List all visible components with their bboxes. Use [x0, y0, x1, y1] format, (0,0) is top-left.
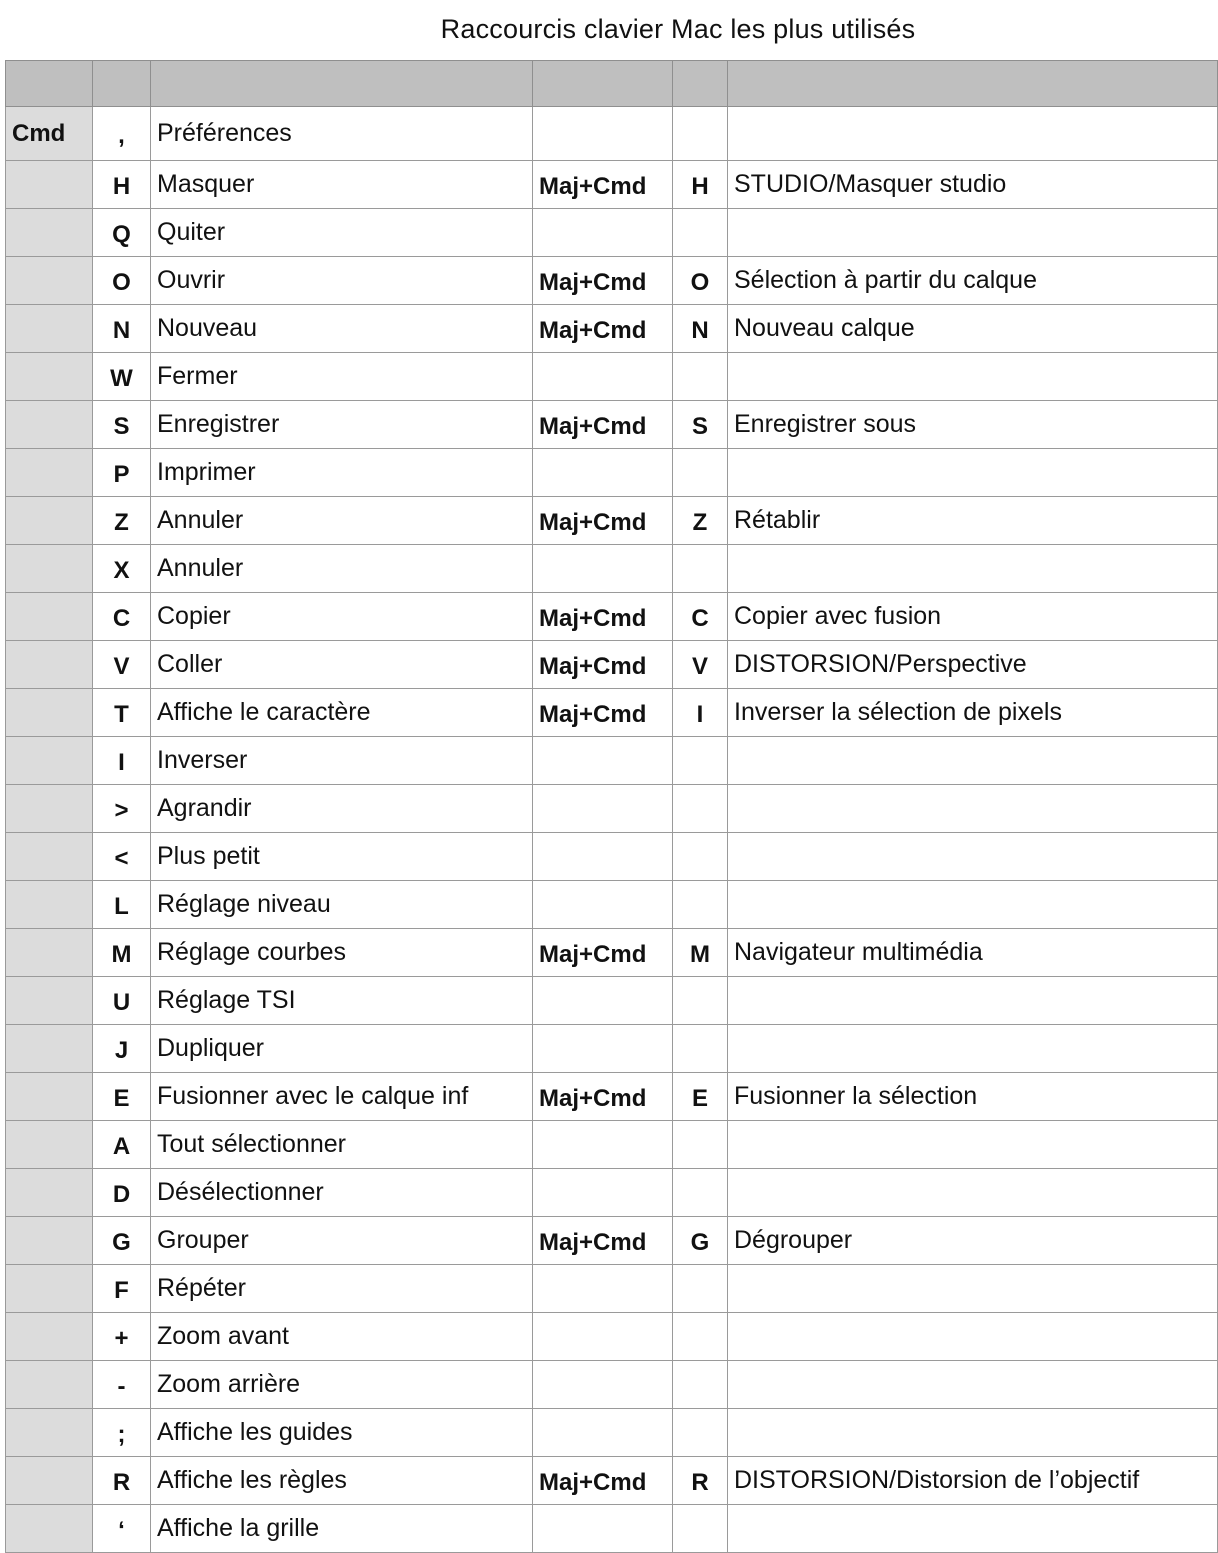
action2-cell	[728, 107, 1218, 161]
action2-cell: STUDIO/Masquer studio	[728, 161, 1218, 209]
action-cell: Affiche le caractère	[151, 689, 533, 737]
action-cell: Enregistrer	[151, 401, 533, 449]
table-row	[6, 1265, 1218, 1313]
key-cell: E	[93, 1073, 151, 1121]
key-cell: ‘	[93, 1505, 151, 1553]
key2-cell	[673, 1361, 728, 1409]
action-cell: Annuler	[151, 497, 533, 545]
modifier2-cell: Maj+Cmd	[533, 689, 673, 737]
modifier2-cell	[533, 209, 673, 257]
modifier-cell	[6, 257, 93, 305]
action-cell: Masquer	[151, 161, 533, 209]
action-cell: Ouvrir	[151, 257, 533, 305]
page-title: Raccourcis clavier Mac les plus utilisés	[440, 14, 916, 44]
key-cell: R	[93, 1457, 151, 1505]
modifier-cell	[6, 449, 93, 497]
key-cell: G	[93, 1217, 151, 1265]
table-row	[6, 497, 1218, 545]
table-row	[6, 737, 1218, 785]
key-cell: P	[93, 449, 151, 497]
action2-cell: Rétablir	[728, 497, 1218, 545]
action2-cell	[728, 881, 1218, 929]
modifier-cell	[6, 1409, 93, 1457]
action2-cell: Sélection à partir du calque	[728, 257, 1218, 305]
key-cell: >	[93, 785, 151, 833]
modifier-cell	[6, 593, 93, 641]
header-cell	[533, 61, 673, 107]
modifier-cell	[6, 1025, 93, 1073]
modifier2-cell: Maj+Cmd	[533, 401, 673, 449]
modifier-cell	[6, 977, 93, 1025]
action2-cell: Navigateur multimédia	[728, 929, 1218, 977]
modifier2-cell: Maj+Cmd	[533, 305, 673, 353]
action-cell: Affiche la grille	[151, 1505, 533, 1553]
action2-cell	[728, 1313, 1218, 1361]
modifier-cell	[6, 1505, 93, 1553]
key-cell: O	[93, 257, 151, 305]
key-cell: S	[93, 401, 151, 449]
modifier-cell	[6, 1073, 93, 1121]
key2-cell	[673, 1121, 728, 1169]
modifier2-cell: Maj+Cmd	[533, 929, 673, 977]
key-cell: I	[93, 737, 151, 785]
action-cell: Grouper	[151, 1217, 533, 1265]
key2-cell: H	[673, 161, 728, 209]
header-row	[6, 61, 1218, 107]
key2-cell	[673, 1025, 728, 1073]
modifier-cell	[6, 881, 93, 929]
modifier-cell	[6, 1217, 93, 1265]
key2-cell	[673, 545, 728, 593]
modifier2-cell	[533, 1025, 673, 1073]
table-row	[6, 593, 1218, 641]
modifier-cell	[6, 1121, 93, 1169]
modifier2-cell: Maj+Cmd	[533, 1073, 673, 1121]
action2-cell: Enregistrer sous	[728, 401, 1218, 449]
modifier2-cell	[533, 785, 673, 833]
table-row	[6, 305, 1218, 353]
modifier-cell	[6, 209, 93, 257]
modifier-cell	[6, 833, 93, 881]
key2-cell	[673, 1505, 728, 1553]
key2-cell	[673, 209, 728, 257]
table-row	[6, 161, 1218, 209]
key2-cell	[673, 353, 728, 401]
action2-cell	[728, 833, 1218, 881]
header-cell	[673, 61, 728, 107]
action-cell: Dupliquer	[151, 1025, 533, 1073]
modifier-cell	[6, 353, 93, 401]
action2-cell	[728, 449, 1218, 497]
key2-cell: E	[673, 1073, 728, 1121]
modifier-cell	[6, 1265, 93, 1313]
modifier2-cell: Maj+Cmd	[533, 641, 673, 689]
key-cell: F	[93, 1265, 151, 1313]
action2-cell: DISTORSION/Distorsion de l’objectif	[728, 1457, 1218, 1505]
key-cell: ,	[93, 107, 151, 161]
modifier2-cell	[533, 1361, 673, 1409]
key2-cell	[673, 1265, 728, 1313]
modifier-cell	[6, 1457, 93, 1505]
table-row	[6, 1361, 1218, 1409]
action2-cell	[728, 545, 1218, 593]
table-row	[6, 1505, 1218, 1553]
modifier2-cell	[533, 737, 673, 785]
table-row	[6, 1409, 1218, 1457]
key-cell: C	[93, 593, 151, 641]
action2-cell	[728, 1265, 1218, 1313]
key2-cell: Z	[673, 497, 728, 545]
action2-cell	[728, 785, 1218, 833]
modifier-cell	[6, 497, 93, 545]
table-row	[6, 881, 1218, 929]
modifier-cell	[6, 737, 93, 785]
key-cell: ;	[93, 1409, 151, 1457]
modifier2-cell: Maj+Cmd	[533, 497, 673, 545]
key-cell: <	[93, 833, 151, 881]
action2-cell	[728, 737, 1218, 785]
modifier2-cell	[533, 1409, 673, 1457]
header-cell	[151, 61, 533, 107]
action-cell: Affiche les guides	[151, 1409, 533, 1457]
table-row	[6, 1457, 1218, 1505]
key-cell: W	[93, 353, 151, 401]
table-row	[6, 401, 1218, 449]
key2-cell: V	[673, 641, 728, 689]
key2-cell	[673, 833, 728, 881]
key-cell: Z	[93, 497, 151, 545]
action2-cell: Inverser la sélection de pixels	[728, 689, 1218, 737]
modifier2-cell	[533, 1169, 673, 1217]
action-cell: Affiche les règles	[151, 1457, 533, 1505]
key2-cell: I	[673, 689, 728, 737]
modifier2-cell	[533, 353, 673, 401]
action-cell: Désélectionner	[151, 1169, 533, 1217]
table-row	[6, 785, 1218, 833]
key-cell: +	[93, 1313, 151, 1361]
action-cell: Zoom arrière	[151, 1361, 533, 1409]
key2-cell: M	[673, 929, 728, 977]
key-cell: J	[93, 1025, 151, 1073]
modifier2-cell	[533, 1505, 673, 1553]
modifier2-cell	[533, 1265, 673, 1313]
key2-cell	[673, 737, 728, 785]
table-row	[6, 107, 1218, 161]
modifier2-cell	[533, 449, 673, 497]
key2-cell	[673, 1169, 728, 1217]
key-cell: H	[93, 161, 151, 209]
action-cell: Agrandir	[151, 785, 533, 833]
key2-cell: S	[673, 401, 728, 449]
modifier-cell	[6, 785, 93, 833]
table-row	[6, 209, 1218, 257]
action2-cell	[728, 1409, 1218, 1457]
table-row	[6, 833, 1218, 881]
table-row	[6, 1313, 1218, 1361]
modifier-cell	[6, 161, 93, 209]
action2-cell: DISTORSION/Perspective	[728, 641, 1218, 689]
action-cell: Quiter	[151, 209, 533, 257]
shortcut-table-body	[6, 61, 1218, 1553]
action-cell: Imprimer	[151, 449, 533, 497]
key-cell: T	[93, 689, 151, 737]
modifier2-cell	[533, 545, 673, 593]
action2-cell	[728, 1025, 1218, 1073]
key-cell: D	[93, 1169, 151, 1217]
table-row	[6, 1121, 1218, 1169]
action-cell: Réglage courbes	[151, 929, 533, 977]
shortcut-table-container	[5, 60, 1218, 1553]
table-row	[6, 929, 1218, 977]
modifier2-cell: Maj+Cmd	[533, 257, 673, 305]
table-row	[6, 449, 1218, 497]
table-row	[6, 545, 1218, 593]
action2-cell	[728, 209, 1218, 257]
key2-cell	[673, 449, 728, 497]
key-cell: A	[93, 1121, 151, 1169]
action-cell: Annuler	[151, 545, 533, 593]
action-cell: Préférences	[151, 107, 533, 161]
key-cell: L	[93, 881, 151, 929]
modifier-cell	[6, 401, 93, 449]
action-cell: Réglage niveau	[151, 881, 533, 929]
key-cell: N	[93, 305, 151, 353]
shortcut-table	[5, 60, 1218, 1553]
action-cell: Nouveau	[151, 305, 533, 353]
modifier2-cell: Maj+Cmd	[533, 1217, 673, 1265]
action2-cell	[728, 1505, 1218, 1553]
header-cell	[93, 61, 151, 107]
table-row	[6, 353, 1218, 401]
action-cell: Répéter	[151, 1265, 533, 1313]
key2-cell	[673, 107, 728, 161]
modifier2-cell	[533, 1121, 673, 1169]
key2-cell	[673, 785, 728, 833]
key2-cell	[673, 1313, 728, 1361]
modifier2-cell	[533, 107, 673, 161]
modifier-cell: Cmd	[6, 107, 93, 161]
table-row	[6, 1073, 1218, 1121]
modifier2-cell	[533, 977, 673, 1025]
modifier-cell	[6, 929, 93, 977]
header-cell	[6, 61, 93, 107]
modifier-cell	[6, 1169, 93, 1217]
action-cell: Zoom avant	[151, 1313, 533, 1361]
key-cell: M	[93, 929, 151, 977]
table-row	[6, 977, 1218, 1025]
action-cell: Tout sélectionner	[151, 1121, 533, 1169]
table-row	[6, 689, 1218, 737]
action2-cell: Copier avec fusion	[728, 593, 1218, 641]
action-cell: Inverser	[151, 737, 533, 785]
action2-cell: Fusionner la sélection	[728, 1073, 1218, 1121]
key-cell: Q	[93, 209, 151, 257]
key2-cell	[673, 1409, 728, 1457]
modifier-cell	[6, 305, 93, 353]
key-cell: U	[93, 977, 151, 1025]
modifier-cell	[6, 1361, 93, 1409]
key2-cell: G	[673, 1217, 728, 1265]
table-row	[6, 1169, 1218, 1217]
action2-cell	[728, 1169, 1218, 1217]
modifier2-cell	[533, 1313, 673, 1361]
action2-cell	[728, 353, 1218, 401]
modifier-cell	[6, 545, 93, 593]
key2-cell	[673, 881, 728, 929]
modifier2-cell: Maj+Cmd	[533, 1457, 673, 1505]
action-cell: Réglage TSI	[151, 977, 533, 1025]
key2-cell: R	[673, 1457, 728, 1505]
action2-cell	[728, 1361, 1218, 1409]
action2-cell: Dégrouper	[728, 1217, 1218, 1265]
action-cell: Copier	[151, 593, 533, 641]
key-cell: -	[93, 1361, 151, 1409]
key-cell: X	[93, 545, 151, 593]
key2-cell: O	[673, 257, 728, 305]
modifier-cell	[6, 1313, 93, 1361]
action2-cell	[728, 977, 1218, 1025]
modifier2-cell	[533, 833, 673, 881]
table-row	[6, 641, 1218, 689]
action2-cell	[728, 1121, 1218, 1169]
table-row	[6, 1025, 1218, 1073]
key2-cell: N	[673, 305, 728, 353]
action-cell: Coller	[151, 641, 533, 689]
modifier2-cell	[533, 881, 673, 929]
table-row	[6, 257, 1218, 305]
table-row	[6, 1217, 1218, 1265]
modifier2-cell: Maj+Cmd	[533, 161, 673, 209]
modifier-cell	[6, 689, 93, 737]
header-cell	[728, 61, 1218, 107]
modifier-cell	[6, 641, 93, 689]
modifier2-cell: Maj+Cmd	[533, 593, 673, 641]
action-cell: Fermer	[151, 353, 533, 401]
key2-cell	[673, 977, 728, 1025]
key-cell: V	[93, 641, 151, 689]
action-cell: Fusionner avec le calque inf	[151, 1073, 533, 1121]
key2-cell: C	[673, 593, 728, 641]
action-cell: Plus petit	[151, 833, 533, 881]
action2-cell: Nouveau calque	[728, 305, 1218, 353]
